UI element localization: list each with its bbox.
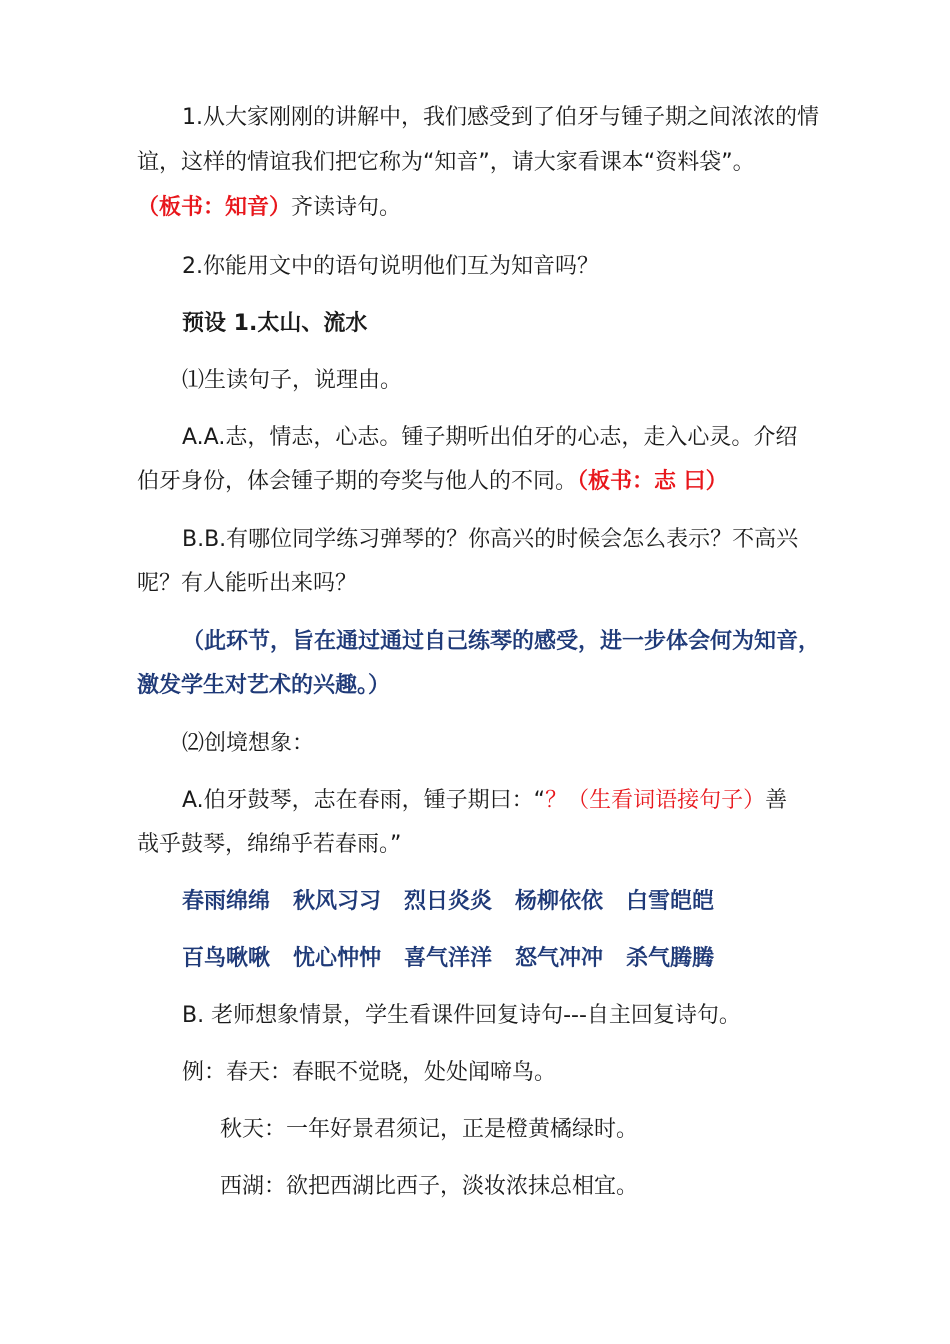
para1-line1: 1.从大家刚刚的讲解中，我们感受到了伯牙与锺子期之间浓浓的情 (182, 105, 819, 130)
sectionA2-pre: A.伯牙鼓琴，志在春雨，锺子期曰：“ (182, 788, 546, 813)
word-item: 春雨绵绵 (182, 889, 271, 914)
sectionB-line1: B.B.有哪位同学练习弹琴的？你高兴的时候会怎么表示？不高兴 (182, 527, 799, 552)
word-item: 怒气冲冲 (515, 946, 604, 971)
sectionA2-line1 (182, 786, 787, 816)
sectionA-line1: A.A.志，情志，心志。锺子期听出伯牙的心志，走入心灵。介绍 (182, 425, 798, 450)
example-autumn: 秋天：一年好景君须记，正是橙黄橘绿时。 (220, 1117, 639, 1142)
word-row-2 (182, 944, 714, 974)
para2: 2.你能用文中的语句说明他们互为知音吗？ (182, 254, 599, 279)
word-item: 白雪皑皑 (626, 889, 715, 914)
sectionB-line2: 呢？有人能听出来吗？ (137, 571, 358, 596)
design-note-line1: （此环节，旨在通过通过自己练琴的感受，进一步体会何为知音， (182, 629, 821, 654)
word-item: 杨柳依依 (515, 889, 604, 914)
design-note-line2: 激发学生对艺术的兴趣。） (137, 673, 391, 698)
sectionA2-prompt: ？（生看词语接句子） (545, 788, 766, 813)
word-row-1 (182, 887, 714, 917)
word-item: 秋风习习 (293, 889, 382, 914)
para1-line3 (137, 193, 401, 223)
board-note-zhi: （板书：志 曰） (577, 469, 728, 494)
step1: ⑴生读句子，说理由。 (182, 368, 403, 393)
sectionA2-line2: 哉乎鼓琴，绵绵乎若春雨。” (137, 832, 402, 857)
preset-heading: 预设 1.太山、流水 (182, 311, 368, 336)
step2: ⑵创境想象： (182, 731, 315, 756)
para1-rest: 齐读诗句。 (291, 195, 402, 220)
sectionB2: B. 老师想象情景，学生看课件回复诗句---自主回复诗句。 (182, 1003, 741, 1028)
word-item: 烈日炎炎 (404, 889, 493, 914)
board-note-zhiyin: （板书：知音） (137, 195, 292, 220)
sectionA-text: 伯牙身份，体会锺子期的夸奖与他人的不同。 (137, 469, 578, 494)
para1-line2: 谊，这样的情谊我们把它称为“知音”，请大家看课本“资料袋”。 (137, 150, 755, 175)
sectionA2-post: 善 (765, 788, 788, 813)
sectionA-line2 (137, 467, 728, 497)
word-item: 百鸟啾啾 (182, 946, 271, 971)
word-item: 杀气腾腾 (626, 946, 715, 971)
word-item: 喜气洋洋 (404, 946, 493, 971)
example-westlake: 西湖：欲把西湖比西子，淡妆浓抹总相宜。 (220, 1174, 639, 1199)
word-item: 忧心忡忡 (293, 946, 382, 971)
example-spring: 例：春天：春眠不觉晓，处处闻啼鸟。 (182, 1060, 557, 1085)
